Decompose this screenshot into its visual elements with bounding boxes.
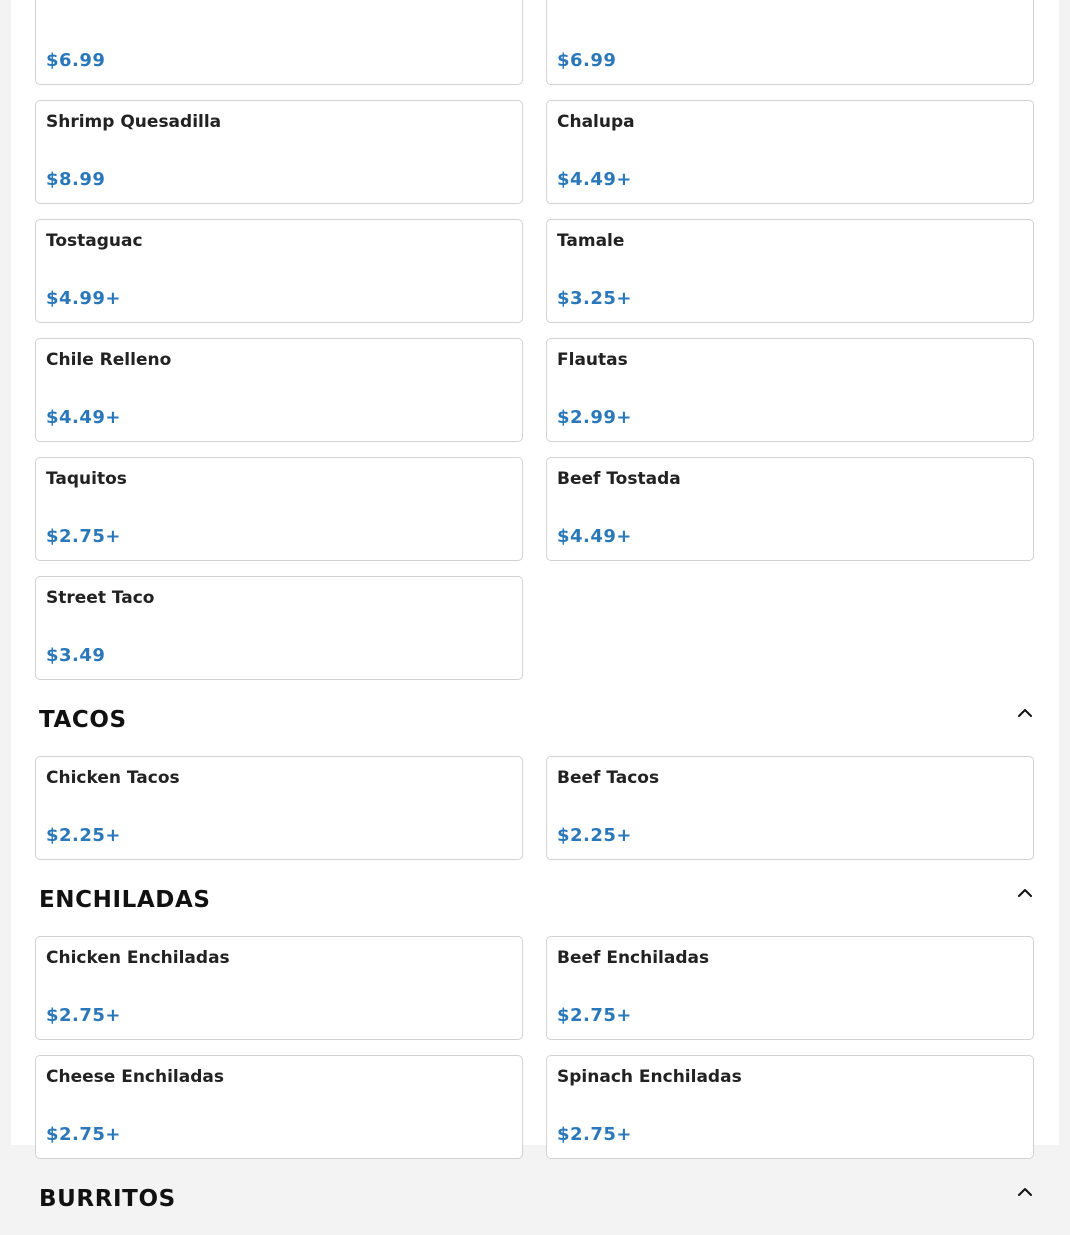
section-header-tacos[interactable] xyxy=(35,680,1034,756)
item-price: $2.75+ xyxy=(46,1124,122,1145)
item-name: Street Taco xyxy=(46,588,155,608)
item-name: Chicken Enchiladas xyxy=(46,948,230,968)
item-name: Taquitos xyxy=(46,469,127,489)
item-price: $2.75+ xyxy=(557,1005,633,1026)
item-price: $2.25+ xyxy=(557,825,633,846)
item-price: $2.75+ xyxy=(46,526,122,547)
chevron-up-icon[interactable] xyxy=(1016,1185,1034,1199)
item-price: $4.99+ xyxy=(46,288,122,309)
menu-item-card[interactable] xyxy=(546,936,1034,1040)
item-price: $8.99 xyxy=(46,169,106,190)
item-name: Chalupa xyxy=(557,112,635,132)
item-price: $3.25+ xyxy=(557,288,633,309)
menu-item-card[interactable] xyxy=(546,338,1034,442)
menu-item-card[interactable] xyxy=(35,457,523,561)
chevron-up-icon[interactable] xyxy=(1016,886,1034,900)
item-name: Chile Relleno xyxy=(46,350,172,370)
menu-item-card[interactable] xyxy=(35,576,523,680)
menu-item-card[interactable] xyxy=(546,0,1034,85)
menu-item-card[interactable] xyxy=(35,756,523,860)
item-price: $3.49 xyxy=(46,645,106,666)
section-title: TACOS xyxy=(39,707,127,733)
menu-item-card[interactable] xyxy=(546,457,1034,561)
item-price: $6.99 xyxy=(557,50,617,71)
item-name: Beef Enchiladas xyxy=(557,948,710,968)
item-name: Beef Tostada xyxy=(557,469,681,489)
item-name: Shrimp Quesadilla xyxy=(46,112,222,132)
item-price: $2.99+ xyxy=(557,407,633,428)
chevron-up-icon[interactable] xyxy=(1016,706,1034,720)
menu-item-card[interactable] xyxy=(546,1055,1034,1159)
item-price: $4.49+ xyxy=(557,526,633,547)
item-name: Chicken Tacos xyxy=(46,768,180,788)
item-price: $2.25+ xyxy=(46,825,122,846)
section-title: BURRITOS xyxy=(39,1186,176,1212)
item-grid-tacos xyxy=(35,756,1034,860)
menu-item-card[interactable] xyxy=(35,0,523,85)
item-name: Cheese Enchiladas xyxy=(46,1067,224,1087)
menu-item-card[interactable] xyxy=(35,338,523,442)
menu-item-card[interactable] xyxy=(35,219,523,323)
item-price: $2.75+ xyxy=(557,1124,633,1145)
menu-list xyxy=(35,0,1034,1235)
item-name: Tamale xyxy=(557,231,625,251)
item-name: Spinach Enchiladas xyxy=(557,1067,742,1087)
menu-item-card[interactable] xyxy=(546,219,1034,323)
menu-item-card[interactable] xyxy=(35,1055,523,1159)
item-price: $2.75+ xyxy=(46,1005,122,1026)
section-title: ENCHILADAS xyxy=(39,887,211,913)
menu-item-card[interactable] xyxy=(546,756,1034,860)
menu-page xyxy=(11,0,1059,1212)
item-name: Beef Tacos xyxy=(557,768,660,788)
item-name: Flautas xyxy=(557,350,628,370)
menu-item-card[interactable] xyxy=(35,936,523,1040)
item-grid-enchiladas xyxy=(35,936,1034,1159)
item-price: $4.49+ xyxy=(46,407,122,428)
item-price: $6.99 xyxy=(46,50,106,71)
item-price: $4.49+ xyxy=(557,169,633,190)
menu-item-card[interactable] xyxy=(546,100,1034,204)
item-grid-previous xyxy=(35,0,1034,680)
menu-item-card[interactable] xyxy=(35,100,523,204)
item-name: Tostaguac xyxy=(46,231,143,251)
section-header-burritos[interactable] xyxy=(35,1159,1034,1235)
section-header-enchiladas[interactable] xyxy=(35,860,1034,936)
